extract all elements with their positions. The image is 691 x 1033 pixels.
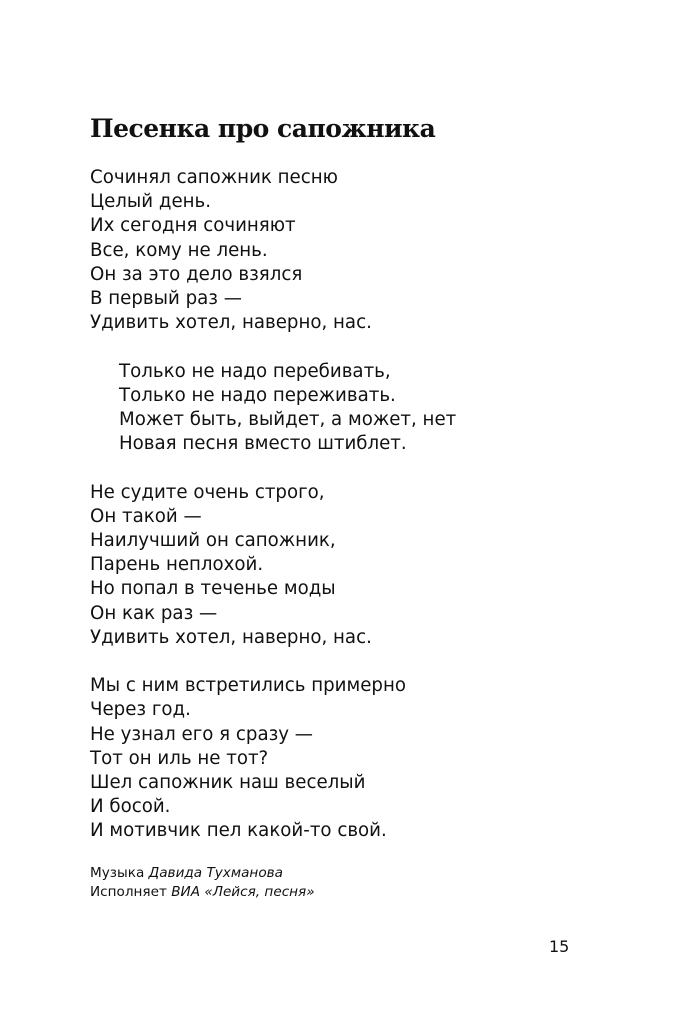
lyric-line: Все, кому не лень.: [90, 239, 268, 261]
song-credits: [90, 864, 315, 902]
lyric-line: Наилучший он сапожник,: [90, 530, 336, 552]
music-credit: [90, 864, 315, 883]
lyric-line: Удивить хотел, наверно, нас.: [90, 626, 372, 648]
lyric-line: Только не надо переживать.: [119, 384, 396, 406]
lyric-line: В первый раз —: [90, 288, 242, 310]
lyric-line: Он такой —: [90, 505, 202, 527]
song-lyrics: [90, 166, 650, 868]
stanza-3: [90, 674, 650, 843]
lyric-line: И мотивчик пел какой-то свой.: [90, 820, 387, 842]
lyric-line: Целый день.: [90, 191, 212, 213]
lyric-line: Парень неплохой.: [90, 554, 264, 576]
lyric-line: Не судите очень строго,: [90, 481, 325, 503]
lyric-line: Он за это дело взялся: [90, 263, 303, 285]
lyric-line: Мы с ним встретились примерно: [90, 675, 406, 697]
lyric-line: Новая песня вместо штиблет.: [119, 433, 407, 455]
lyric-line: Сочинял сапожник песню: [90, 167, 338, 188]
lyric-line: И босой.: [90, 796, 171, 818]
performer-label: Исполняет: [90, 884, 167, 900]
lyric-line: Только не надо перебивать,: [119, 360, 391, 382]
lyric-line: Через год.: [90, 699, 191, 721]
lyric-line: Удивить хотел, наверно, нас.: [90, 312, 372, 334]
page-number: 15: [549, 937, 570, 956]
lyric-line: Может быть, выйдет, а может, нет: [119, 409, 457, 431]
stanza-1: [90, 166, 650, 335]
song-title: Песенка про сапожника: [90, 114, 436, 143]
composer-name: Давида Тухманова: [148, 865, 283, 881]
lyric-line: Шел сапожник наш веселый: [90, 772, 366, 794]
lyric-line: Не узнал его я сразу —: [90, 723, 313, 745]
lyric-line: Их сегодня сочиняют: [90, 215, 296, 237]
refrain: [90, 360, 650, 457]
performer-name: ВИА «Лейся, песня»: [171, 884, 315, 900]
lyric-line: Но попал в теченье моды: [90, 578, 336, 600]
music-label: Музыка: [90, 865, 145, 881]
stanza-2: [90, 481, 650, 650]
performer-credit: [90, 883, 315, 902]
lyric-line: Тот он иль не тот?: [90, 747, 269, 769]
lyric-line: Он как раз —: [90, 602, 218, 624]
